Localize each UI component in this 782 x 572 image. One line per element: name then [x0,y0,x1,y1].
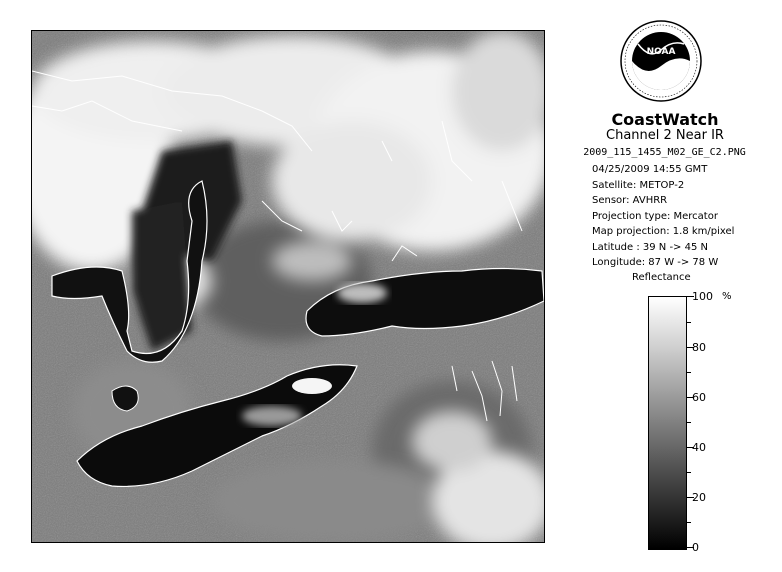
date-time: 04/25/2009 14:55 GMT [592,164,708,175]
tick-mark [686,322,691,323]
tick-label-40: 40 [692,441,706,454]
tick-label-80: 80 [692,341,706,354]
page-title: CoastWatch [611,110,719,129]
tick-mark [686,522,691,523]
tick-label-0: 0 [692,541,699,554]
longitude-label: Longitude: 87 W -> 78 W [592,257,719,268]
latitude-label: Latitude : 39 N -> 45 N [592,241,708,253]
satellite-image [31,30,545,543]
tick-mark [686,372,691,373]
reflectance-colorbar [648,296,687,550]
map-projection-label: Map projection: 1.8 km/pixel [592,226,735,237]
channel-label: Channel 2 Near IR [606,128,724,143]
filename-label: 2009_115_1455_M02_GE_C2.PNG [583,147,746,158]
tick-label-60: 60 [692,391,706,404]
sensor-label: Sensor: AVHRR [592,195,668,206]
legend-unit: % [722,291,732,302]
tick-mark [686,472,691,473]
tick-label-100: 100 [692,290,713,303]
svg-text:NOAA: NOAA [646,47,676,57]
satellite-label: Satellite: METOP-2 [592,179,685,191]
tick-mark [686,422,691,423]
tick-label-20: 20 [692,491,706,504]
metadata-block [592,162,734,271]
noaa-logo [620,20,702,102]
satellite-map [32,31,544,542]
projection-type-label: Projection type: Mercator [592,210,718,222]
legend-title: Reflectance [632,272,691,283]
